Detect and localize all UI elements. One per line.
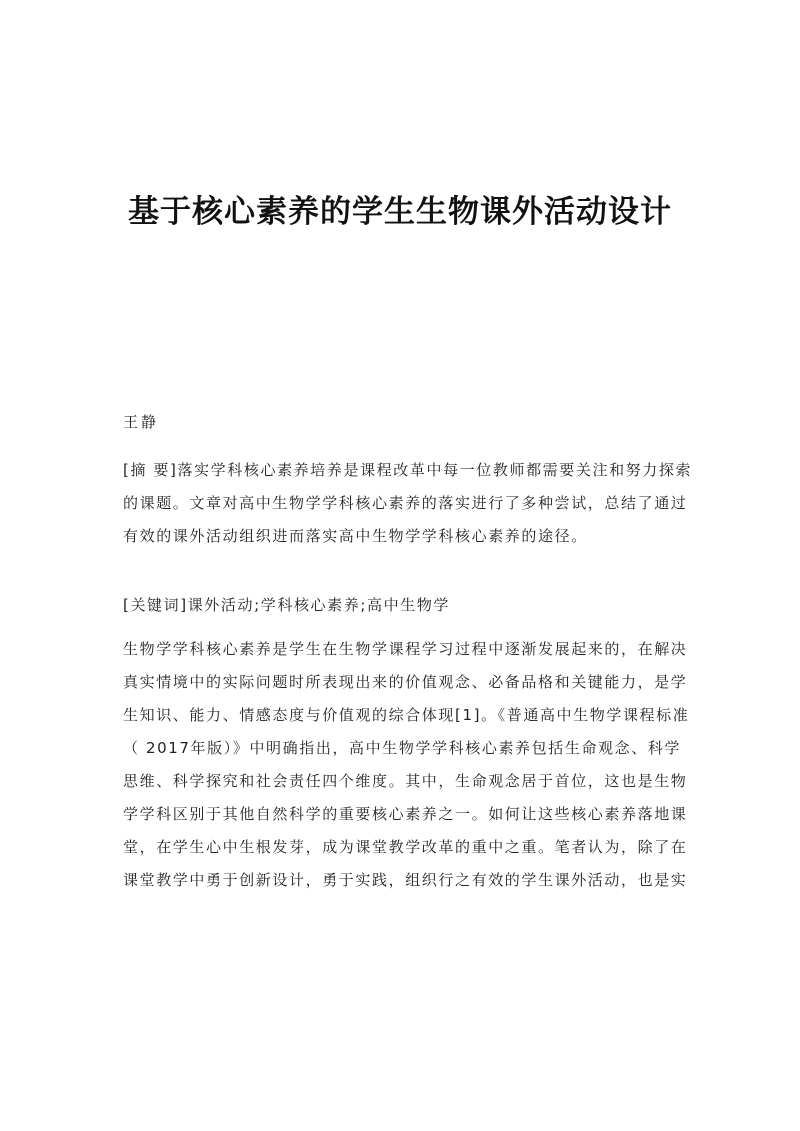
body-line: 生物学学科核心素养是学生在生物学课程学习过程中逐渐发展起来的，在解决 <box>123 640 688 658</box>
body-line: 真实情境中的实际问题时所表现出来的价值观念、必备品格和关键能力，是学 <box>123 673 688 691</box>
abstract-line: 有效的课外活动组织进而落实高中生物学学科核心素养的途径。 <box>123 527 588 545</box>
body-line: 学学科区别于其他自然科学的重要核心素养之一。如何让这些核心素养落地课 <box>123 805 688 823</box>
paper-title: 基于核心素养的学生生物课外活动设计 <box>128 194 672 230</box>
body-line: 课堂教学中勇于创新设计，勇于实践，组织行之有效的学生课外活动，也是实 <box>123 871 688 889</box>
body-line: 堂，在学生心中生根发芽，成为课堂教学改革的重中之重。笔者认为，除了在 <box>123 838 688 856</box>
body-line: 生知识、能力、情感态度与价值观的综合体现[1]。《普通高中生物学课程标准 <box>123 706 690 724</box>
keywords-paragraph <box>123 589 678 622</box>
body-paragraph <box>123 633 690 897</box>
abstract-line: 的课题。文章对高中生物学学科核心素养的落实进行了多种尝试，总结了通过 <box>123 494 688 512</box>
body-line: 思维、科学探究和社会责任四个维度。其中，生命观念居于首位，这也是生物 <box>123 772 688 790</box>
keywords-line: [关键词]课外活动;学科核心素养;高中生物学 <box>123 596 451 614</box>
body-line: （ 2017年版）》中明确指出，高中生物学学科核心素养包括生命观念、科学 <box>123 739 682 757</box>
author-name: 王静 <box>123 413 160 431</box>
abstract-paragraph <box>123 454 693 553</box>
abstract-line: [摘 要]落实学科核心素养培养是课程改革中每一位教师都需要关注和努力探索 <box>123 461 693 479</box>
